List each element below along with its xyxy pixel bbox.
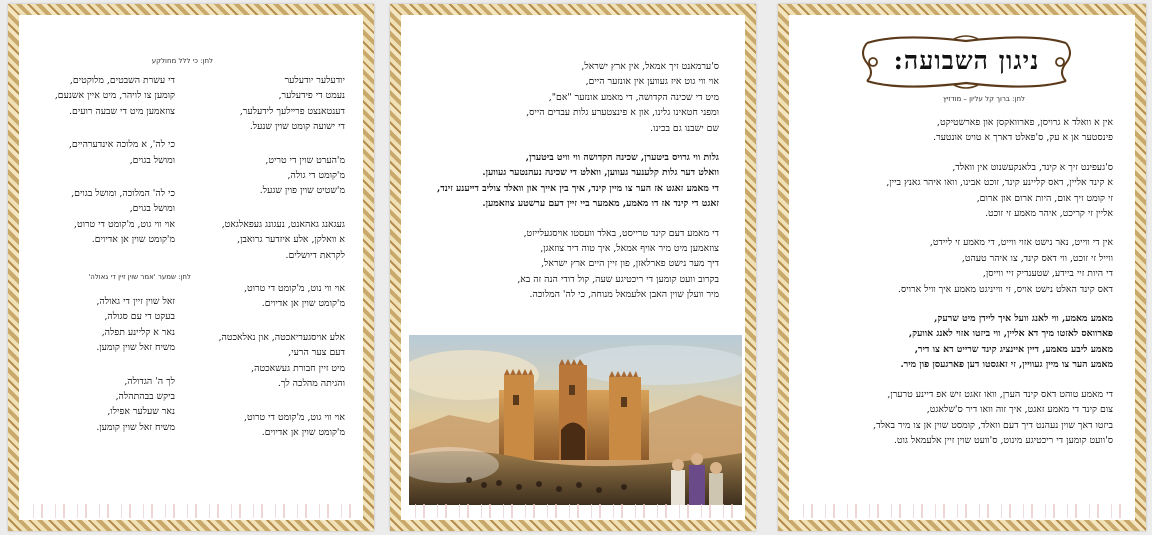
middle-text bbox=[437, 59, 719, 317]
text-line: אוי ווי גוט, מ'קומט די טרוט, bbox=[74, 218, 175, 230]
text-line: זאגט די קינד אז דו מאמע, מאמער ביי זיין דעם ערשטע צוזאמען. bbox=[482, 198, 719, 210]
paragraph bbox=[437, 59, 719, 136]
text-line: ביזטו דאך שוין נעהנט דיך דעם וואלד, קומסט שוין אן צו מיר באלד, bbox=[873, 419, 1113, 431]
text-line: והגיתה מהלכה לך. bbox=[277, 378, 345, 390]
text-line: אין א וואלד א גרויסן, פארוואקסן און פארשטיקט, bbox=[937, 117, 1113, 128]
text-line: די ישועה קומט שוין שנעל. bbox=[249, 121, 345, 133]
jerusalem-painting-image bbox=[409, 335, 742, 505]
text-line: משיח זאל שוין קומען. bbox=[96, 342, 175, 354]
text-line: שם ישבנו גם בכינו. bbox=[650, 122, 719, 134]
text-line: דיך מער נישט פארלאזן, פון זיין היים ארץ ישראל, bbox=[541, 258, 719, 270]
text-line: די מאמע זאגט אז הער צו מיין קינד, איך בין אייך און וואלד צוליב דייענע זינד, bbox=[437, 182, 719, 194]
column-left bbox=[55, 73, 175, 266]
text-line: א קינד אליין, דאס קליינע קינד, זוכט אבינו, וואו איהר גאנץ ביין, bbox=[886, 177, 1113, 189]
text-line: געגאנג גאהאנט, נעגונג געפאלגאט, bbox=[221, 218, 345, 230]
text-line: די עשרת השבטים, מלוקטים, bbox=[69, 75, 175, 86]
text-line: ומושל בגוים, bbox=[129, 203, 175, 215]
paragraph bbox=[873, 311, 1113, 373]
text-line: פינסטער אן א עק, ס'פאלט דארך א טויט אונטער. bbox=[933, 132, 1113, 144]
text-line: אליין זי קריכט, איהר מאמע זי זוכט. bbox=[985, 208, 1113, 220]
text-line: ס'ערמאנט זיך אמאל, אין ארץ ישראל, bbox=[581, 61, 719, 72]
right-text bbox=[873, 115, 1113, 462]
text-line: מיר וועלן שוין האבן אלעמאל מנוחה, כי לה' המלוכה. bbox=[529, 289, 719, 301]
text-line: מיט די שכינה הקדושה, די מאמע אונזער "אם", bbox=[548, 91, 719, 103]
column-left-lower bbox=[96, 294, 175, 453]
text-line: ווייל זי זוכט, ווי דאס קינד, צו איהר טעהט, bbox=[961, 252, 1113, 264]
text-line: די היות זיי ביידע, שטענדיק זיי ווייסן, bbox=[982, 268, 1113, 280]
text-line: וואלט דער גלות קלענער געווען, וואלט די שכינה נעהנטער געווען. bbox=[482, 167, 719, 179]
text-line: מאמע ליבע מאמע, דיין איינציג קינד שרייט דא צו דיר, bbox=[914, 343, 1113, 355]
title-banner bbox=[859, 31, 1074, 93]
text-line: אוי ווי נוט, מ'קומט די טרוט, bbox=[244, 283, 345, 295]
paragraph bbox=[437, 226, 719, 303]
text-line: נעמט די פידעלער, bbox=[278, 90, 345, 102]
page-left-content bbox=[19, 15, 363, 520]
text-line: מ'שטיט שוין פוין שגעל. bbox=[259, 185, 345, 197]
page-right bbox=[778, 4, 1146, 531]
text-line: די מאמע טוהט דאס קינד הערן, וואו זאגט זיש אפ דיינע טרערן, bbox=[887, 388, 1113, 400]
text-line: אין די ווייט, נאר נישט אזוי ווייט, די מאמע זי ליידט, bbox=[929, 237, 1113, 249]
stanza bbox=[219, 153, 345, 199]
text-line: לקראת דיושלים. bbox=[285, 249, 345, 261]
text-line: די מאמע דעם קינד טרייסט, באלד וועסטו אויסגעלייזט, bbox=[523, 227, 719, 239]
text-line: מ'קומט שוין אן אדיוים. bbox=[261, 298, 345, 310]
text-line: צוזאמען מיט די שבעה רועים. bbox=[69, 105, 175, 117]
paragraph bbox=[437, 150, 719, 212]
text-line: מ'קומט שוין אן אדיוים. bbox=[261, 426, 345, 438]
text-line: בעקט די עם סגולה, bbox=[104, 311, 175, 323]
column-right bbox=[219, 73, 345, 458]
paragraph bbox=[873, 115, 1113, 146]
stanza bbox=[55, 186, 175, 248]
text-line: בקרוב וועט קומען די ריכטיגע שעה, קול דודי הנה זה בא, bbox=[517, 273, 719, 285]
text-line: ס'געפינט זיך א קינד, בלאנקעשנוט אין וואלד, bbox=[952, 161, 1113, 173]
page-title: ניגון השבועה: bbox=[893, 46, 1040, 75]
stanza bbox=[219, 281, 345, 312]
text-line: מ'הערט שוין די טריט, bbox=[265, 154, 345, 166]
text-line: קומען צו לויהר, מיט איין אשנעם, bbox=[54, 90, 175, 102]
text-line: לך ה' הגדולה, bbox=[124, 375, 175, 387]
text-line: מ'קומט די גולה, bbox=[287, 170, 345, 182]
text-line: משיח זאל שוין קומען. bbox=[96, 421, 175, 433]
stanza bbox=[219, 410, 345, 441]
stanza bbox=[55, 137, 175, 168]
melody-credit-2: לחן: שמער 'אמר שוין זיין די גאולה' bbox=[88, 273, 191, 281]
text-line: נאר א קליינע תפלה, bbox=[101, 326, 175, 338]
paragraph bbox=[873, 160, 1113, 222]
page-right-content bbox=[789, 15, 1135, 520]
melody-credit: לחן: ברוך קל עליון – מודזיץ bbox=[942, 95, 1025, 103]
text-line: מיט זיין חבורת געשאכטה, bbox=[251, 362, 345, 374]
text-line: ביקש בבהתהלה, bbox=[115, 391, 175, 403]
text-line: נאר שעלער אפילו, bbox=[107, 406, 175, 418]
page-middle-content bbox=[401, 15, 745, 520]
text-line: ומפני חטאינו גלינו, און א פינצטערע גלות עבדים הייס, bbox=[526, 107, 719, 119]
paragraph bbox=[873, 387, 1113, 449]
stanza bbox=[219, 217, 345, 263]
text-line: זאל שוין זיין די גאולה, bbox=[96, 296, 175, 307]
text-line: צום קינד די מאמע זאגט, איך זוה וואו דיר ס'שלאגט, bbox=[926, 404, 1113, 416]
text-line: אוי ווי גוט, מ'קומט די טרוט, bbox=[244, 411, 345, 423]
text-line: ס'וועט קומען די ריכטיגע מינוט, ס'וועט שוין זיין אלעמאל גוט. bbox=[893, 434, 1113, 446]
page-left bbox=[8, 4, 374, 531]
stanza bbox=[219, 330, 345, 392]
page-middle bbox=[390, 4, 756, 531]
text-line: כי לה' המלוכה, ומושל בגוים, bbox=[71, 188, 175, 200]
text-line: אלע אויסגעריאכטה, און נאלאכטה, bbox=[218, 331, 345, 343]
text-line: דעם צער הרעי, bbox=[288, 347, 345, 359]
text-line: זי קומט זיך אום, היות ארום און ארום, bbox=[976, 192, 1113, 204]
text-line: מאמע הער צו מיין געוויין, זי זאגסטו דען פארגעסן פון מיר. bbox=[900, 359, 1113, 371]
text-line: דענטאנצט פרײלעך לידעלער, bbox=[239, 105, 345, 117]
text-line: צוזאמען מיט מיר אויף אמאל, איך טוה דיר צוזאגן, bbox=[540, 243, 719, 255]
paragraph bbox=[873, 235, 1113, 297]
stanza bbox=[96, 374, 175, 436]
text-line: אוי ווי גוט איז געווען אין אונזער היים, bbox=[585, 76, 719, 88]
text-line: גלות ווי גרויס ביטערן, שכינה הקדושה ווי וויט ביטערן, bbox=[525, 152, 719, 164]
stanza bbox=[219, 73, 345, 135]
melody-credit: לחן: כי ללל מחולקע bbox=[151, 57, 213, 65]
text-line: יודעלער יודעלער bbox=[284, 75, 345, 86]
text-line: ומושל בגוים, bbox=[129, 154, 175, 166]
text-line: כי לה', א מלוכה אינדערהיים, bbox=[68, 139, 175, 151]
text-line: מאמע מאמע, ווי לאנג וועל איך ליידן מיט שרעק, bbox=[934, 313, 1113, 325]
stanza bbox=[96, 294, 175, 356]
text-line: א וואלקן, אלע איזדער גרואבן, bbox=[237, 234, 345, 246]
text-line: מ'קומט שוין אן אדיוים. bbox=[91, 234, 175, 246]
text-line: פארוואס לאזטו מיך דא אליין, ווי ביזטו אזוי לאנג אוועק, bbox=[908, 328, 1113, 340]
stanza bbox=[55, 73, 175, 119]
text-line: דאס קינד האלט נישט אויס, זי ווייניגט מאמע איך וויל ארויס. bbox=[898, 283, 1113, 295]
